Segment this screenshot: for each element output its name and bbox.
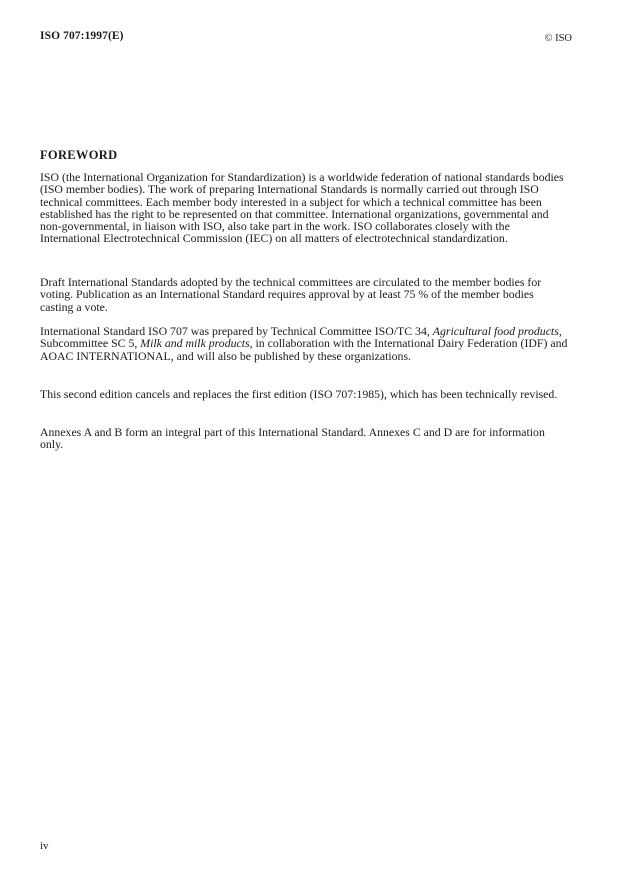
document-id: ISO 707:1997(E) <box>40 30 124 42</box>
preparation-text-3: , in collaboration with the International Dairy Federation (IDF) and AOAC INTERNATIONAL, and will also be published by these organizations. <box>40 336 568 363</box>
paragraph-iso-intro: ISO (the International Organization for Standardization) is a worldwide federation of national standards bodies (ISO member bodies). The work of preparing International Standards is normally carried out through ISO technical committees. Each member body interested in a subject for which a technical committee has been established has the right to be represented on that committee. International organizations, governmental and non-governmental, in liaison with ISO, also take part in the work. ISO collaborates closely with the International Electrotechnical Commission (IEC) on all matters of electrotechnical standardization. <box>40 170 564 246</box>
preparation-text-1: International Standard ISO 707 was prepared by Technical Committee ISO/TC 34, <box>40 324 433 338</box>
paragraph-preparation <box>40 325 570 362</box>
paragraph-annexes: Annexes A and B form an integral part of this International Standard. Annexes C and D are for information only. <box>40 425 545 452</box>
page-number: iv <box>40 840 49 852</box>
copyright-notice: © ISO <box>544 33 572 44</box>
paragraph-edition: This second edition cancels and replaces the first edition (ISO 707:1985), which has been technically revised. <box>40 387 558 401</box>
subcommittee-name: Milk and milk products <box>140 336 250 351</box>
section-title: FOREWORD <box>40 148 118 162</box>
paragraph-draft-standards: Draft International Standards adopted by the technical committees are circulated to the member bodies for voting. Publication as an International Standard requires approval by at least 75 % of the member bodies casting a vote. <box>40 275 542 314</box>
preparation-text-2: , Subcommittee SC 5, <box>40 324 562 351</box>
committee-name: Agricultural food products <box>432 324 559 338</box>
